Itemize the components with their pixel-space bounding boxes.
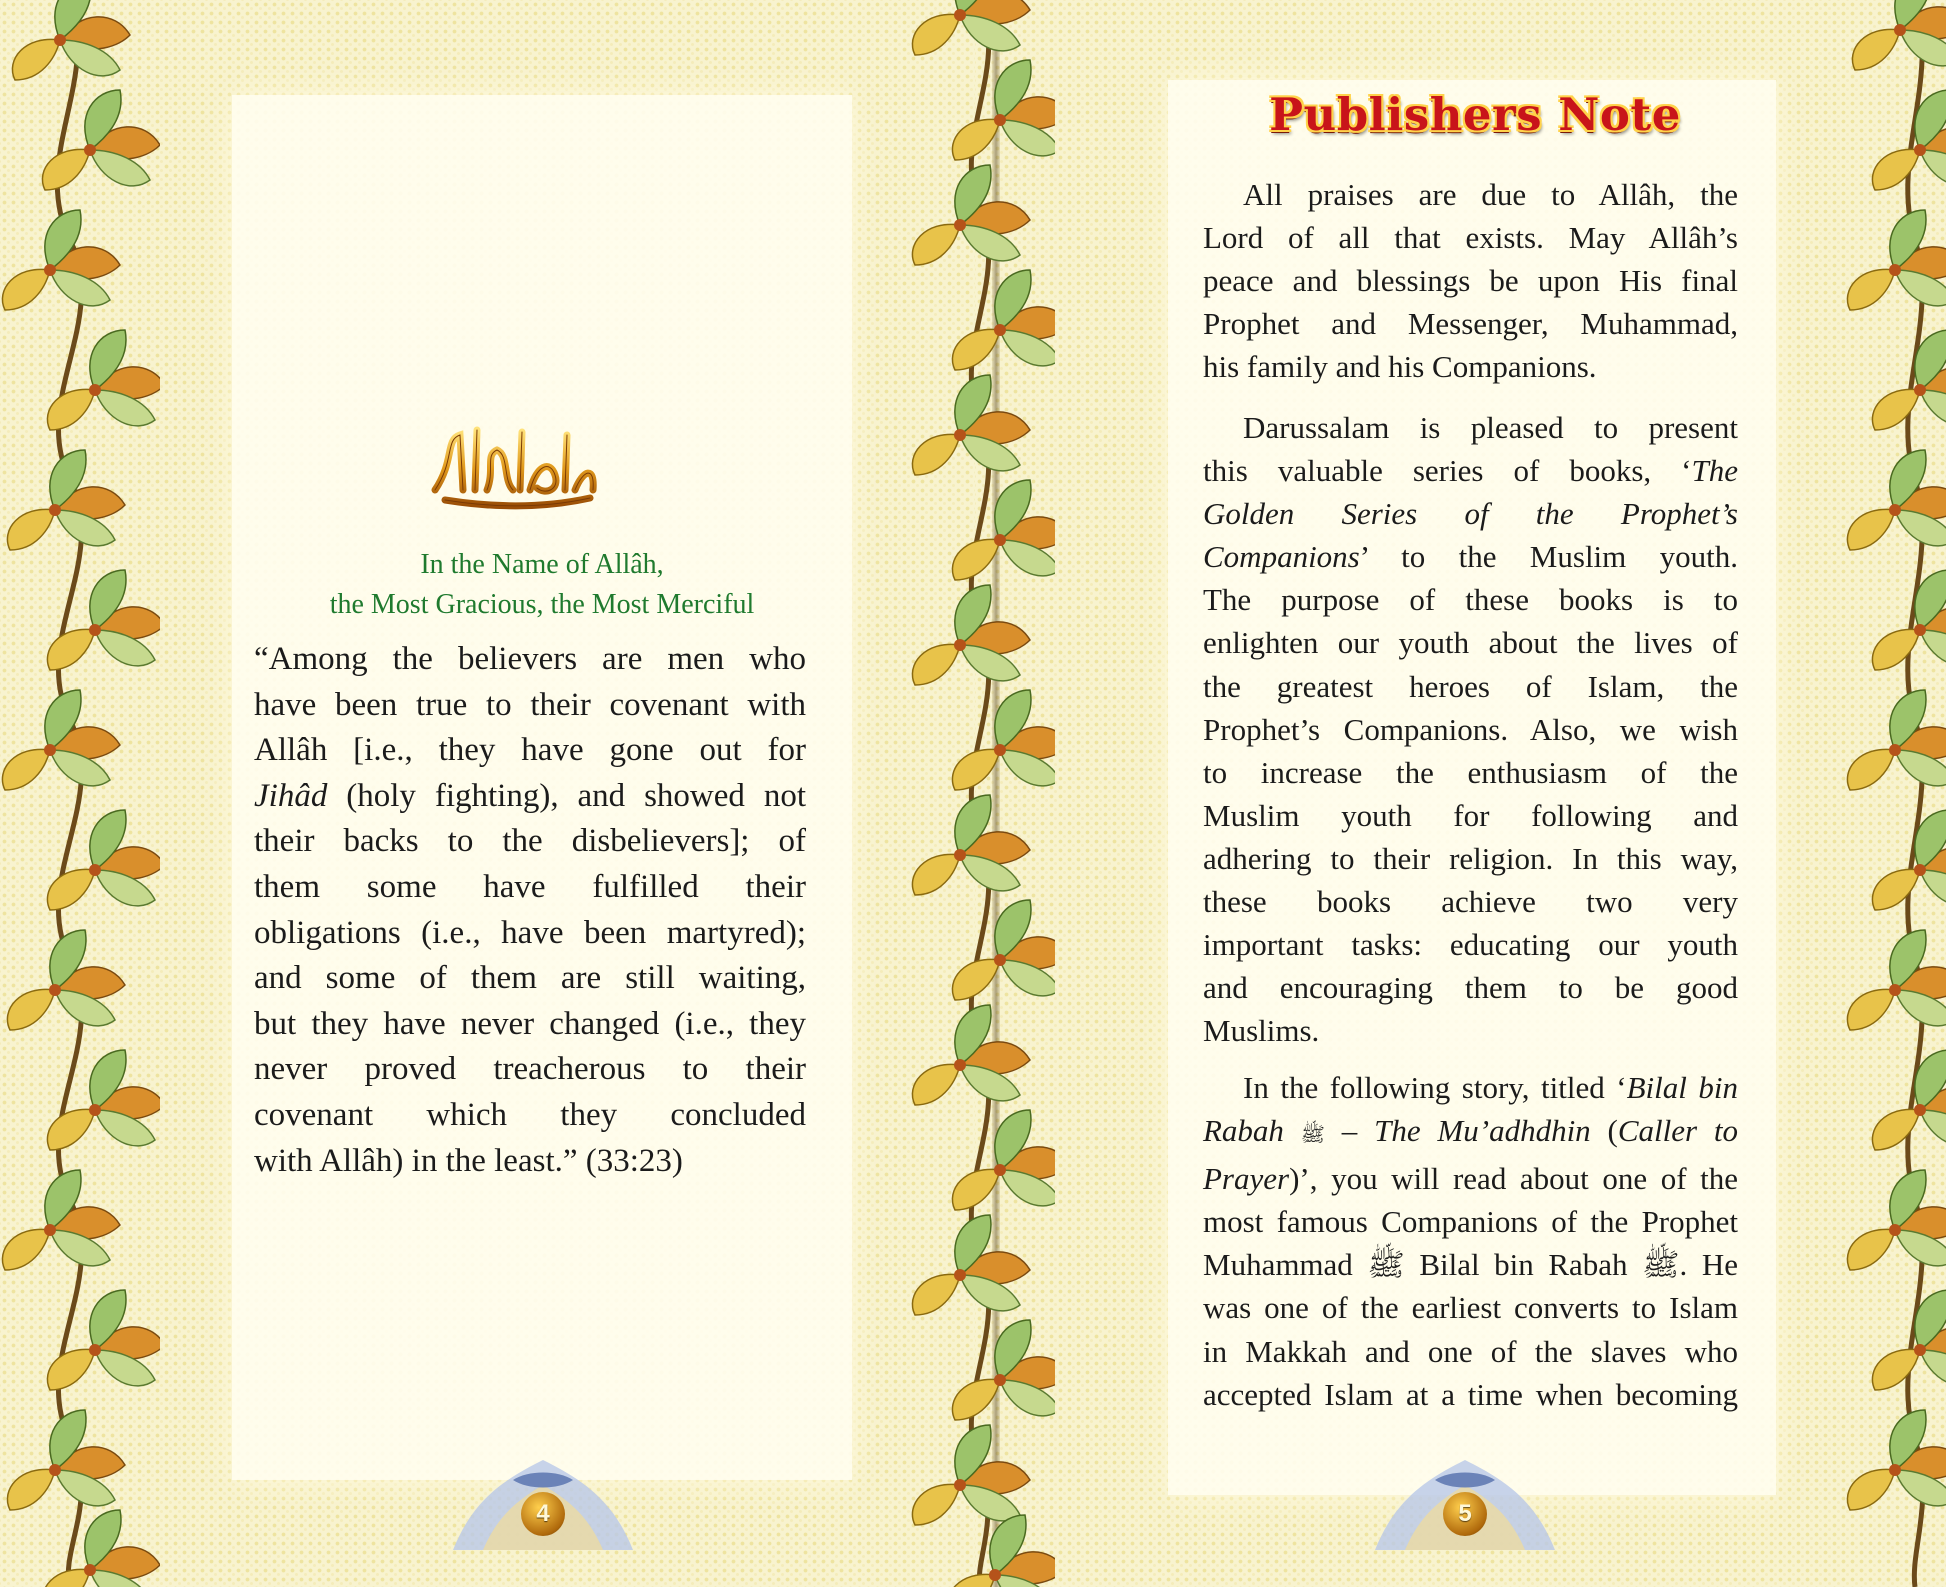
note-line	[1203, 1109, 1738, 1157]
story-title-italic: Rabah	[1203, 1113, 1284, 1149]
note-line	[1203, 1157, 1738, 1200]
basmala-calligraphy	[425, 420, 600, 515]
bismillah-greeting	[232, 545, 852, 625]
note-line	[1203, 535, 1738, 578]
page-number-4: 4	[521, 1492, 565, 1536]
note-line	[1203, 1066, 1738, 1109]
note-line: his family and his Companions.	[1203, 349, 1597, 385]
note-text: this valuable series of books, ‘	[1203, 453, 1692, 489]
story-title-italic: Prayer	[1203, 1161, 1290, 1197]
series-title-italic: Companions	[1203, 539, 1360, 575]
verse-line: their backs to the disbelievers]; of	[254, 823, 806, 860]
note-text: ’ to the Muslim youth.	[1359, 539, 1738, 575]
page-number-5: 5	[1443, 1492, 1487, 1536]
honorific-symbol: ﷺ	[1300, 1124, 1325, 1147]
story-title-italic: Caller to	[1617, 1113, 1739, 1149]
note-line	[1203, 449, 1738, 492]
note-line: The purpose of these books is to	[1203, 582, 1738, 618]
left-vine-border	[0, 0, 160, 1587]
note-line: Prophet and Messenger, Muhammad,	[1203, 306, 1738, 342]
note-line: peace and blessings be upon His final	[1203, 263, 1738, 299]
story-title-italic: – The Mu’adhdhin	[1341, 1113, 1591, 1149]
verse-line: “Among the believers are men who	[254, 641, 806, 677]
verse-line: them some have fulfilled their	[254, 868, 806, 905]
note-line: Lord of all that exists. May Allâh’s	[1203, 220, 1738, 256]
series-title-italic: The	[1691, 453, 1738, 489]
verse-line	[254, 774, 806, 820]
verse-line: never proved treacherous to their	[254, 1051, 806, 1088]
verse-line: with Allâh) in the least.” (33:23)	[254, 1142, 683, 1179]
note-line: most famous Companions of the Prophet	[1203, 1204, 1738, 1240]
verse-line-rest: (holy fighting), and showed not	[346, 777, 807, 814]
note-line: Darussalam is pleased to present	[1243, 410, 1738, 445]
note-line: important tasks: educating our youth	[1203, 927, 1738, 963]
note-line: Golden Series of the Prophet’s	[1203, 496, 1738, 532]
verse-italic-term: Jihâd	[254, 777, 328, 814]
publishers-note-title: Publishers Note	[1269, 88, 1681, 141]
verse-line: obligations (i.e., have been martyred);	[254, 914, 806, 951]
right-vine-border	[1845, 0, 1946, 1587]
note-line: to increase the enthusiasm of the	[1203, 754, 1738, 790]
story-title-italic: Bilal bin	[1626, 1070, 1738, 1105]
greeting-line-2: the Most Gracious, the Most Merciful	[329, 589, 755, 620]
page-number-ornament-right	[1365, 1440, 1565, 1560]
note-line: Prophet’s Companions. Also, we wish	[1203, 711, 1738, 747]
verse-line: but they have never changed (i.e., they	[254, 1005, 806, 1042]
note-line: these books achieve two very	[1203, 884, 1738, 920]
note-line: was one of the earliest converts to Islam	[1203, 1290, 1738, 1326]
center-vine-border	[905, 0, 1055, 1587]
note-line: adhering to their religion. In this way,	[1203, 840, 1738, 876]
note-line: Muslims.	[1203, 1013, 1320, 1049]
note-line: All praises are due to Allâh, the	[1243, 177, 1738, 212]
note-line: and encouraging them to be good	[1203, 970, 1738, 1006]
note-text: In the following story, titled ‘	[1243, 1070, 1627, 1105]
greeting-line-1: In the Name of Allâh,	[420, 549, 664, 580]
note-line: enlighten our youth about the lives of	[1203, 625, 1738, 661]
verse-line: have been true to their covenant with	[254, 686, 806, 723]
paragraph-3	[1203, 1066, 1738, 1416]
verse-line: covenant which they concluded	[254, 1096, 806, 1133]
note-text: (	[1607, 1113, 1618, 1149]
note-line: in Makkah and one of the slaves who	[1203, 1333, 1738, 1369]
quran-verse	[254, 637, 806, 1184]
paragraph-2	[1203, 406, 1738, 1052]
note-text: )’, you will read about one of the	[1289, 1161, 1738, 1197]
note-line: Muslim youth for following and	[1203, 797, 1738, 833]
note-line: accepted Islam at a time when becoming	[1203, 1376, 1738, 1412]
basmala-text: بسم الله الرحمن الرحيم	[512, 514, 522, 515]
verse-line: and some of them are still waiting,	[254, 960, 806, 997]
verse-line: Allâh [i.e., they have gone out for	[254, 732, 806, 769]
page-number-ornament-left	[443, 1440, 643, 1560]
note-line: Muhammad ﷺ Bilal bin Rabah ﷺ. He	[1203, 1247, 1738, 1283]
paragraph-1	[1203, 173, 1738, 388]
note-line: the greatest heroes of Islam, the	[1203, 668, 1738, 704]
